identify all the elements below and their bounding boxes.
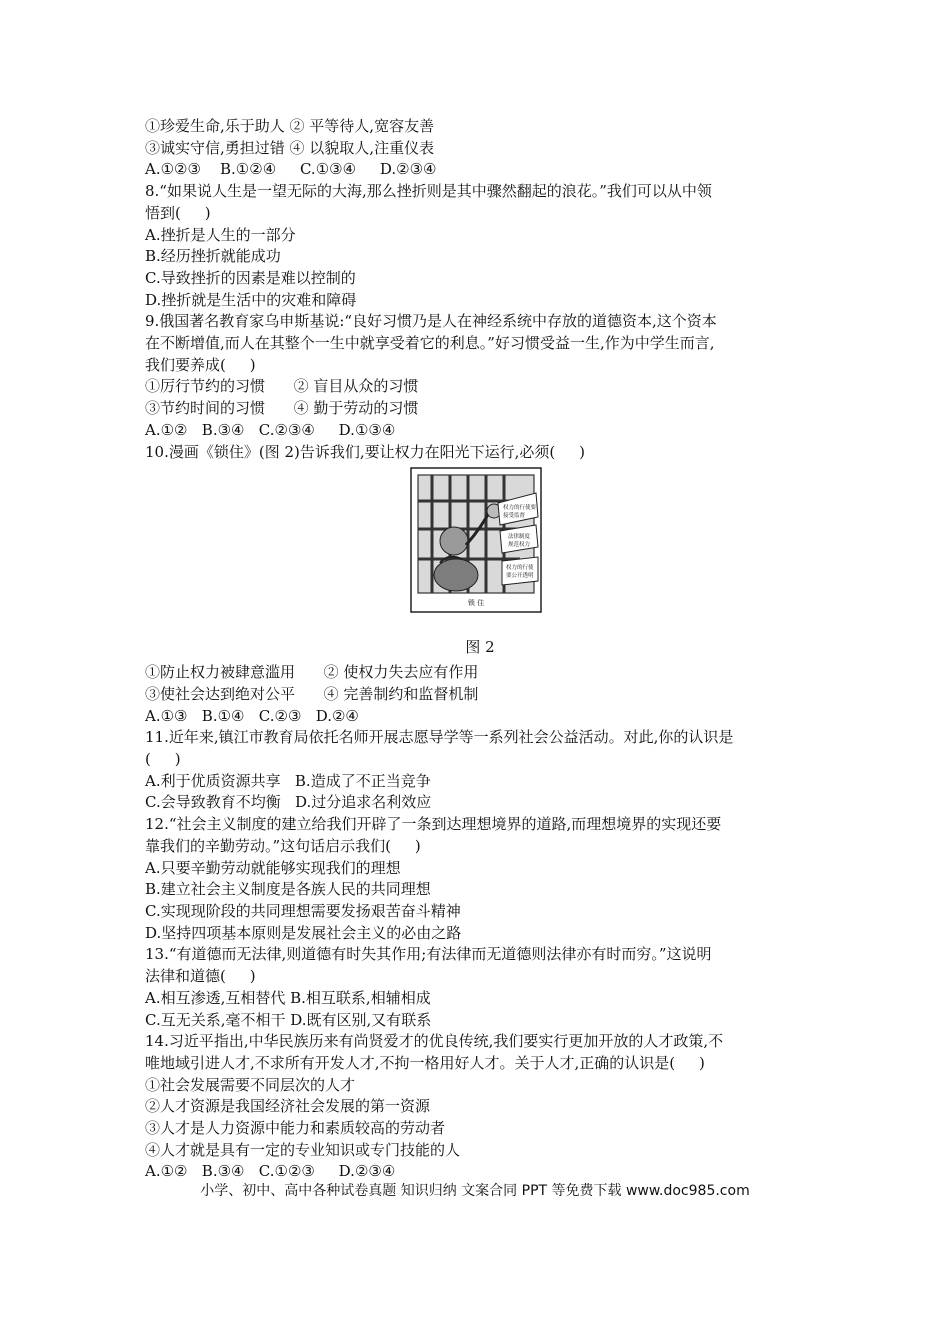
question-block-before-figure — [145, 116, 825, 463]
figure-2 — [145, 467, 825, 613]
comic-title: 锁 住 — [467, 599, 485, 608]
text-line: A.①③ B.①④ C.②③ D.②④ — [145, 706, 359, 725]
text-line: ④人才就是具有一定的专业知识或专门技能的人 — [145, 1140, 461, 1159]
text-line: A.只要辛勤劳动就能够实现我们的理想 — [145, 858, 401, 877]
text-line: D.挫折就是生活中的灾难和障碍 — [145, 290, 357, 309]
comic-locked-illustration — [410, 467, 542, 613]
text-line: C.会导致教育不均衡 D.过分追求名利效应 — [145, 793, 432, 812]
text-line: D.坚持四项基本原则是发展社会主义的必由之路 — [145, 923, 462, 942]
text-line: B.经历挫折就能成功 — [145, 247, 281, 266]
text-line: A.利于优质资源共享 B.造成了不正当竞争 — [145, 771, 431, 790]
text-line: 8.“如果说人生是一望无际的大海,那么挫折则是其中骤然翻起的浪花。”我们可以从中领 — [145, 182, 712, 201]
text-line: A.挫折是人生的一部分 — [145, 225, 296, 244]
comic-sign — [502, 557, 538, 585]
text-line: ②人才资源是我国经济社会发展的第一资源 — [145, 1097, 431, 1116]
sign-text-line: 规范权力 — [508, 542, 531, 549]
text-line: ③人才是人力资源中能力和素质较高的劳动者 — [145, 1119, 446, 1138]
text-line: 9.俄国著名教育家乌申斯基说:“良好习惯乃是人在神经系统中存放的道德资本,这个资本 — [145, 312, 717, 331]
text-line: ③节约时间的习惯 ④ 勤于劳动的习惯 — [145, 399, 419, 418]
figure-caption: 图 2 — [465, 638, 495, 657]
text-line: 13.“有道德而无法律,则道德有时失其作用;有法律而无道德则法律亦有时而穷。”这说明 — [145, 945, 712, 964]
text-line: 唯地域引进人才,不求所有开发人才,不拘一格用好人才。关于人才,正确的认识是( ) — [145, 1053, 705, 1072]
text-line: 11.近年来,镇江市教育局依托名师开展志愿导学等一系列社会公益活动。对此,你的认识是 — [145, 728, 734, 747]
text-line: 靠我们的辛勤劳动。”这句话启示我们( ) — [145, 836, 421, 855]
text-line: 法律和道德( ) — [145, 967, 256, 986]
text-line: ①社会发展需要不同层次的人才 — [145, 1075, 356, 1094]
text-line: 悟到( ) — [145, 203, 211, 222]
sign-text-line: 权力的行使要 — [503, 505, 537, 512]
download-footer: 小学、初中、高中各种试卷真题 知识归纳 文案合同 PPT 等免费下载 www.doc985.com — [200, 1183, 750, 1199]
text-line: 在不断增值,而人在其整个一生中就享受着它的利息。”好习惯受益一生,作为中学生而言, — [145, 334, 715, 353]
sign-text-line: 接受监督 — [503, 513, 526, 520]
text-line: ( ) — [145, 750, 181, 769]
text-line: ③诚实守信,勇担过错 ④ 以貌取人,注重仪表 — [145, 138, 435, 157]
question-block-after-figure — [145, 662, 825, 1183]
text-line: ①厉行节约的习惯 ② 盲目从众的习惯 — [145, 377, 419, 396]
sign-text-line: 法律制度 — [508, 534, 531, 541]
text-line: A.①② B.③④ C.②③④ D.①③④ — [145, 420, 396, 439]
exam-page-body — [145, 116, 825, 1183]
text-line: ③使社会达到绝对公平 ④ 完善制约和监督机制 — [145, 684, 479, 703]
text-line: C.实现现阶段的共同理想需要发扬艰苦奋斗精神 — [145, 901, 461, 920]
text-line: 14.习近平指出,中华民族历来有尚贤爱才的优良传统,我们要实行更加开放的人才政策,不 — [145, 1032, 724, 1051]
text-line: C.导致挫折的因素是难以控制的 — [145, 268, 356, 287]
text-line: A.相互渗透,互相替代 B.相互联系,相辅相成 — [145, 988, 431, 1007]
text-line: 10.漫画《锁住》(图 2)告诉我们,要让权力在阳光下运行,必须( ) — [145, 442, 585, 461]
sign-text-line: 权力的行使 — [506, 565, 534, 572]
text-line: A.①②③ B.①②④ C.①③④ D.②③④ — [145, 160, 437, 179]
text-line: A.①② B.③④ C.①②③ D.②③④ — [145, 1162, 396, 1181]
text-line: B.建立社会主义制度是各族人民的共同理想 — [145, 880, 431, 899]
text-line: ①防止权力被肆意滥用 ② 使权力失去应有作用 — [145, 663, 479, 682]
text-line: C.互无关系,毫不相干 D.既有区别,又有联系 — [145, 1010, 432, 1029]
sign-text-line: 要公开透明 — [506, 573, 534, 580]
text-line: 12.“社会主义制度的建立给我们开辟了一条到达理想境界的道路,而理想境界的实现还要 — [145, 815, 722, 834]
text-line: 我们要养成( ) — [145, 355, 256, 374]
text-line: ①珍爱生命,乐于助人 ② 平等待人,宽容友善 — [145, 117, 435, 135]
